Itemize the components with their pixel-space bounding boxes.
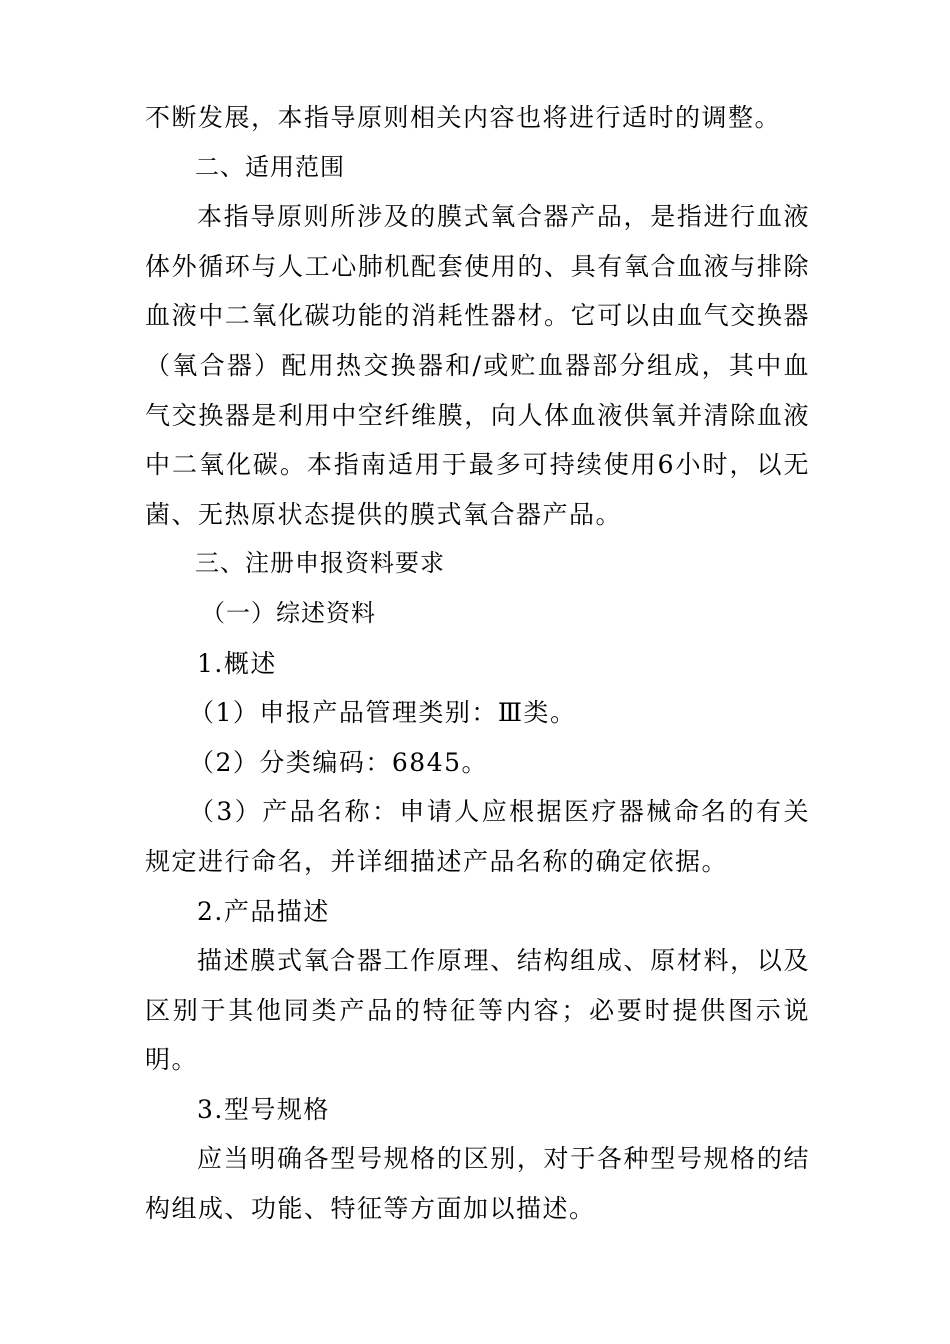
section-heading-requirements: 三、注册申报资料要求 — [195, 549, 445, 578]
item-heading-model-specs: 3.型号规格 — [197, 1094, 330, 1124]
section-heading-scope: 二、适用范围 — [195, 152, 345, 181]
list-item-classification-code: （2）分类编码：6845。 — [189, 747, 489, 777]
list-item-category: （1）申报产品管理类别：Ⅲ类。 — [189, 698, 577, 728]
paragraph-scope: 本指导原则所涉及的膜式氧合器产品，是指进行血液体外循环与人工心肺机配套使用的、具有氧合血液与排除血液中二氧化碳功能的消耗性器材。它可以由血气交换器（氧合器）配用热交换器和/或贮血器部分组成，其中血气交换器是利用中空纤维膜，向人体血液供氧并清除血液中二氧化碳。本指南适用于最多可持续使用6小时，以无菌、无热原状态提供的膜式氧合器产品。 — [145, 202, 810, 529]
subsection-heading-overview-materials: （一）综述资料 — [201, 598, 376, 627]
list-item-product-name: （3）产品名称：申请人应根据医疗器械命名的有关规定进行命名，并详细描述产品名称的确定依据。 — [145, 797, 810, 876]
paragraph-model-specs: 应当明确各型号规格的区别，对于各种型号规格的结构组成、功能、特征等方面加以描述。 — [145, 1144, 810, 1224]
item-heading-summary: 1.概述 — [197, 648, 277, 678]
item-heading-product-description: 2.产品描述 — [197, 896, 330, 926]
paragraph-continuation: 不断发展，本指导原则相关内容也将进行适时的调整。 — [145, 103, 782, 132]
document-body — [145, 93, 810, 1234]
paragraph-product-description: 描述膜式氧合器工作原理、结构组成、原材料，以及区别于其他同类产品的特征等内容；必要时提供图示说明。 — [145, 946, 810, 1075]
